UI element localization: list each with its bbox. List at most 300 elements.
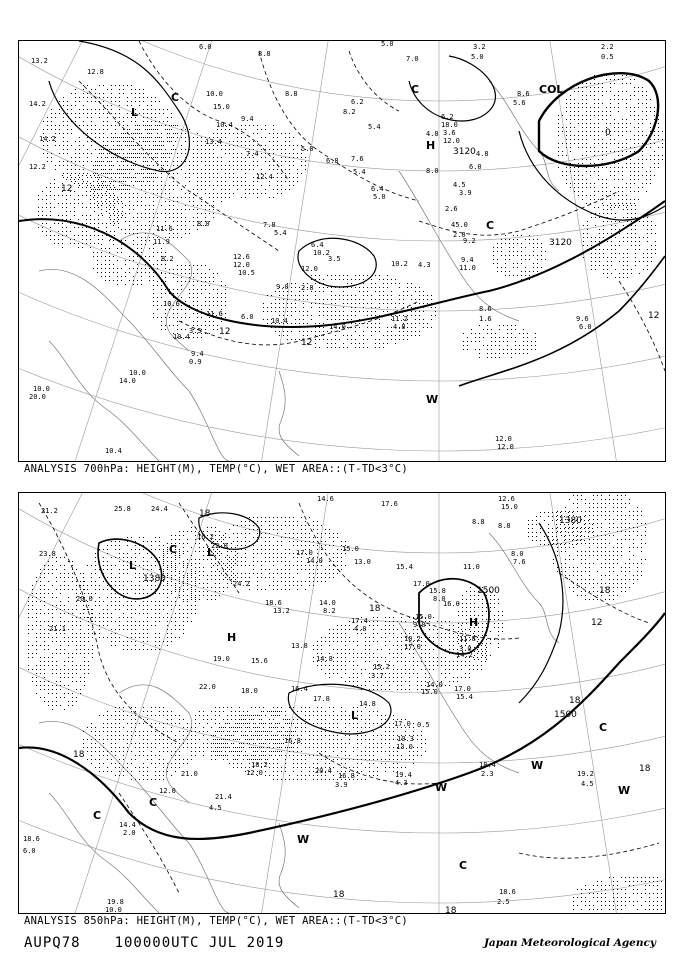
stipple-dot bbox=[64, 661, 65, 662]
stipple-dot bbox=[209, 181, 210, 182]
stipple-dot bbox=[109, 161, 110, 162]
stipple-dot bbox=[235, 563, 236, 564]
stipple-dot bbox=[123, 581, 124, 582]
stipple-dot bbox=[223, 563, 224, 564]
stipple-dot bbox=[193, 189, 194, 190]
stipple-dot bbox=[141, 284, 142, 285]
stipple-dot bbox=[159, 101, 160, 102]
stipple-dot bbox=[299, 299, 300, 300]
stipple-dot bbox=[407, 291, 408, 292]
stipple-dot bbox=[289, 521, 290, 522]
stipple-dot bbox=[60, 565, 61, 566]
stipple-dot bbox=[291, 331, 292, 332]
stipple-dot bbox=[253, 141, 254, 142]
stipple-dot bbox=[273, 161, 274, 162]
stipple-dot bbox=[419, 299, 420, 300]
stipple-dot bbox=[165, 213, 166, 214]
stipple-dot bbox=[44, 673, 45, 674]
stipple-dot bbox=[171, 557, 172, 558]
stipple-dot bbox=[135, 649, 136, 650]
stipple-dot bbox=[586, 131, 587, 132]
stipple-dot bbox=[76, 625, 77, 626]
stipple-dot bbox=[599, 265, 600, 266]
stipple-dot bbox=[145, 129, 146, 130]
stipple-dot bbox=[623, 205, 624, 206]
stipple-dot bbox=[121, 280, 122, 281]
stipple-dot bbox=[622, 83, 623, 84]
stipple-dot bbox=[614, 95, 615, 96]
stipple-dot bbox=[145, 193, 146, 194]
stipple-dot bbox=[527, 353, 528, 354]
stipple-dot bbox=[371, 283, 372, 284]
stipple-dot bbox=[64, 605, 65, 606]
stipple-dot bbox=[80, 669, 81, 670]
stipple-dot bbox=[630, 107, 631, 108]
stipple-dot bbox=[183, 585, 184, 586]
stipple-dot bbox=[335, 339, 336, 340]
stipple-dot bbox=[139, 113, 140, 114]
stipple-dot bbox=[578, 187, 579, 188]
stipple-dot bbox=[501, 255, 502, 256]
stipple-dot bbox=[523, 333, 524, 334]
stipple-dot bbox=[517, 243, 518, 244]
stipple-dot bbox=[119, 581, 120, 582]
stipple-dot bbox=[293, 137, 294, 138]
stipple-dot bbox=[537, 243, 538, 244]
stipple-dot bbox=[62, 203, 63, 204]
stipple-dot bbox=[101, 169, 102, 170]
stipple-dot bbox=[623, 277, 624, 278]
stipple-dot bbox=[84, 685, 85, 686]
stipple-dot bbox=[529, 279, 530, 280]
station-value: 4.8 bbox=[476, 150, 489, 158]
stipple-dot bbox=[139, 549, 140, 550]
stipple-dot bbox=[595, 257, 596, 258]
stipple-dot bbox=[179, 553, 180, 554]
stipple-dot bbox=[145, 161, 146, 162]
stipple-dot bbox=[119, 181, 120, 182]
stipple-dot bbox=[191, 563, 192, 564]
stipple-dot bbox=[109, 256, 110, 257]
stipple-dot bbox=[94, 231, 95, 232]
stipple-dot bbox=[44, 657, 45, 658]
stipple-dot bbox=[630, 95, 631, 96]
stipple-dot bbox=[63, 177, 64, 178]
stipple-dot bbox=[431, 319, 432, 320]
stipple-dot bbox=[313, 521, 314, 522]
stipple-dot bbox=[331, 303, 332, 304]
station-value: 10.0 bbox=[206, 90, 223, 98]
stipple-dot bbox=[606, 143, 607, 144]
stipple-dot bbox=[135, 93, 136, 94]
stipple-dot bbox=[582, 195, 583, 196]
stipple-dot bbox=[121, 240, 122, 241]
stipple-dot bbox=[622, 99, 623, 100]
stipple-dot bbox=[602, 167, 603, 168]
stipple-dot bbox=[574, 183, 575, 184]
stipple-dot bbox=[129, 169, 130, 170]
stipple-dot bbox=[602, 83, 603, 84]
stipple-dot bbox=[155, 617, 156, 618]
stipple-dot bbox=[147, 637, 148, 638]
stipple-dot bbox=[167, 109, 168, 110]
stipple-dot bbox=[90, 191, 91, 192]
stipple-dot bbox=[171, 153, 172, 154]
stipple-dot bbox=[56, 669, 57, 670]
stipple-dot bbox=[315, 275, 316, 276]
stipple-dot bbox=[159, 593, 160, 594]
stipple-dot bbox=[305, 521, 306, 522]
stipple-dot bbox=[71, 165, 72, 166]
stipple-dot bbox=[40, 625, 41, 626]
stipple-dot bbox=[139, 137, 140, 138]
stipple-dot bbox=[586, 183, 587, 184]
stipple-dot bbox=[203, 567, 204, 568]
stipple-dot bbox=[56, 605, 57, 606]
stipple-dot bbox=[88, 625, 89, 626]
stipple-dot bbox=[169, 141, 170, 142]
stipple-dot bbox=[151, 137, 152, 138]
stipple-dot bbox=[47, 153, 48, 154]
stipple-dot bbox=[515, 341, 516, 342]
stipple-dot bbox=[147, 621, 148, 622]
stipple-dot bbox=[163, 565, 164, 566]
stipple-dot bbox=[201, 265, 202, 266]
stipple-dot bbox=[56, 689, 57, 690]
stipple-dot bbox=[139, 125, 140, 126]
stipple-dot bbox=[153, 280, 154, 281]
stipple-dot bbox=[52, 637, 53, 638]
stipple-dot bbox=[163, 157, 164, 158]
stipple-dot bbox=[127, 641, 128, 642]
stipple-dot bbox=[634, 79, 635, 80]
stipple-dot bbox=[157, 309, 158, 310]
stipple-dot bbox=[183, 563, 184, 564]
stipple-dot bbox=[614, 207, 615, 208]
stipple-dot bbox=[387, 287, 388, 288]
stipple-dot bbox=[111, 613, 112, 614]
stipple-dot bbox=[72, 613, 73, 614]
parallel-line bbox=[19, 41, 665, 241]
stipple-dot bbox=[511, 329, 512, 330]
stipple-dot bbox=[215, 555, 216, 556]
stipple-dot bbox=[171, 585, 172, 586]
stipple-dot bbox=[570, 103, 571, 104]
stipple-dot bbox=[101, 201, 102, 202]
stipple-dot bbox=[387, 299, 388, 300]
stipple-dot bbox=[275, 303, 276, 304]
stipple-dot bbox=[363, 299, 364, 300]
stipple-dot bbox=[591, 265, 592, 266]
stipple-dot bbox=[297, 177, 298, 178]
stipple-dot bbox=[647, 229, 648, 230]
stipple-dot bbox=[153, 129, 154, 130]
stipple-dot bbox=[197, 193, 198, 194]
stipple-dot bbox=[137, 217, 138, 218]
stipple-dot bbox=[129, 256, 130, 257]
stipple-dot bbox=[622, 75, 623, 76]
stipple-dot bbox=[183, 589, 184, 590]
stipple-dot bbox=[90, 175, 91, 176]
stipple-dot bbox=[335, 315, 336, 316]
stipple-dot bbox=[493, 251, 494, 252]
stipple-dot bbox=[590, 147, 591, 148]
stipple-dot bbox=[101, 213, 102, 214]
stipple-dot bbox=[165, 325, 166, 326]
stipple-dot bbox=[95, 129, 96, 130]
stipple-dot bbox=[95, 601, 96, 602]
stipple-dot bbox=[642, 91, 643, 92]
stipple-dot bbox=[371, 323, 372, 324]
stipple-dot bbox=[281, 173, 282, 174]
stipple-dot bbox=[145, 157, 146, 158]
stipple-dot bbox=[217, 273, 218, 274]
stipple-dot bbox=[143, 121, 144, 122]
stipple-dot bbox=[111, 641, 112, 642]
stipple-dot bbox=[147, 569, 148, 570]
stipple-dot bbox=[225, 285, 226, 286]
stipple-dot bbox=[111, 169, 112, 170]
stipple-dot bbox=[175, 539, 176, 540]
stipple-dot bbox=[56, 697, 57, 698]
stipple-dot bbox=[411, 299, 412, 300]
stipple-dot bbox=[131, 549, 132, 550]
stipple-dot bbox=[163, 593, 164, 594]
stipple-dot bbox=[263, 307, 264, 308]
stipple-dot bbox=[541, 243, 542, 244]
stipple-dot bbox=[51, 157, 52, 158]
stipple-dot bbox=[76, 673, 77, 674]
stipple-dot bbox=[205, 217, 206, 218]
stipple-dot bbox=[658, 123, 659, 124]
stipple-dot bbox=[491, 333, 492, 334]
stipple-dot bbox=[533, 243, 534, 244]
stipple-dot bbox=[646, 107, 647, 108]
stipple-dot bbox=[602, 159, 603, 160]
stipple-dot bbox=[48, 689, 49, 690]
stipple-dot bbox=[403, 295, 404, 296]
stipple-dot bbox=[88, 621, 89, 622]
stipple-dot bbox=[287, 291, 288, 292]
stipple-dot bbox=[586, 87, 587, 88]
stipple-dot bbox=[201, 289, 202, 290]
station-value: 2.2 bbox=[601, 43, 614, 51]
stipple-dot bbox=[630, 203, 631, 204]
stipple-dot bbox=[273, 197, 274, 198]
stipple-dot bbox=[105, 145, 106, 146]
stipple-dot bbox=[79, 113, 80, 114]
stipple-dot bbox=[275, 331, 276, 332]
stipple-dot bbox=[135, 125, 136, 126]
stipple-dot bbox=[44, 669, 45, 670]
stipple-dot bbox=[171, 633, 172, 634]
stipple-dot bbox=[618, 95, 619, 96]
stipple-dot bbox=[107, 613, 108, 614]
stipple-dot bbox=[235, 575, 236, 576]
stipple-dot bbox=[291, 315, 292, 316]
stipple-dot bbox=[114, 195, 115, 196]
station-value: 4.5 bbox=[453, 181, 466, 189]
stipple-dot bbox=[75, 141, 76, 142]
stipple-dot bbox=[602, 95, 603, 96]
stipple-dot bbox=[161, 252, 162, 253]
stipple-dot bbox=[245, 521, 246, 522]
stipple-dot bbox=[167, 621, 168, 622]
stipple-dot bbox=[537, 271, 538, 272]
stipple-dot bbox=[177, 173, 178, 174]
stipple-dot bbox=[82, 243, 83, 244]
stipple-dot bbox=[123, 153, 124, 154]
stipple-dot bbox=[215, 559, 216, 560]
stipple-dot bbox=[423, 299, 424, 300]
stipple-dot bbox=[123, 117, 124, 118]
stipple-dot bbox=[64, 573, 65, 574]
stipple-dot bbox=[141, 189, 142, 190]
stipple-dot bbox=[68, 577, 69, 578]
stipple-dot bbox=[291, 339, 292, 340]
stipple-dot bbox=[64, 709, 65, 710]
stipple-dot bbox=[121, 276, 122, 277]
stipple-dot bbox=[566, 131, 567, 132]
stipple-dot bbox=[141, 237, 142, 238]
stipple-dot bbox=[87, 149, 88, 150]
stipple-dot bbox=[60, 689, 61, 690]
stipple-dot bbox=[141, 181, 142, 182]
stipple-dot bbox=[137, 264, 138, 265]
station-value: 2.0 bbox=[453, 231, 466, 239]
pressure-system-w: W bbox=[426, 393, 439, 406]
stipple-dot bbox=[642, 95, 643, 96]
stipple-dot bbox=[201, 213, 202, 214]
stipple-dot bbox=[205, 193, 206, 194]
stipple-dot bbox=[578, 131, 579, 132]
stipple-dot bbox=[299, 339, 300, 340]
stipple-dot bbox=[167, 641, 168, 642]
stipple-dot bbox=[113, 256, 114, 257]
stipple-dot bbox=[115, 565, 116, 566]
stipple-dot bbox=[602, 115, 603, 116]
stipple-dot bbox=[111, 597, 112, 598]
stipple-dot bbox=[193, 173, 194, 174]
stipple-dot bbox=[511, 333, 512, 334]
stipple-dot bbox=[177, 229, 178, 230]
stipple-dot bbox=[40, 597, 41, 598]
stipple-dot bbox=[301, 517, 302, 518]
stipple-dot bbox=[167, 633, 168, 634]
stipple-dot bbox=[123, 569, 124, 570]
stipple-dot bbox=[86, 243, 87, 244]
stipple-dot bbox=[355, 343, 356, 344]
stipple-dot bbox=[570, 147, 571, 148]
stipple-dot bbox=[169, 185, 170, 186]
stipple-dot bbox=[56, 633, 57, 634]
stipple-dot bbox=[627, 209, 628, 210]
stipple-dot bbox=[219, 587, 220, 588]
stipple-dot bbox=[107, 157, 108, 158]
stipple-dot bbox=[99, 165, 100, 166]
stipple-dot bbox=[80, 589, 81, 590]
stipple-dot bbox=[115, 557, 116, 558]
stipple-dot bbox=[634, 115, 635, 116]
stipple-dot bbox=[197, 157, 198, 158]
stipple-dot bbox=[151, 105, 152, 106]
stipple-dot bbox=[471, 329, 472, 330]
stipple-dot bbox=[411, 315, 412, 316]
stipple-dot bbox=[125, 233, 126, 234]
stipple-dot bbox=[367, 275, 368, 276]
stipple-dot bbox=[181, 237, 182, 238]
stipple-dot bbox=[157, 297, 158, 298]
stipple-dot bbox=[67, 105, 68, 106]
stipple-dot bbox=[209, 305, 210, 306]
stipple-dot bbox=[574, 127, 575, 128]
stipple-dot bbox=[594, 147, 595, 148]
stipple-dot bbox=[257, 197, 258, 198]
stipple-dot bbox=[515, 353, 516, 354]
stipple-dot bbox=[90, 183, 91, 184]
stipple-dot bbox=[263, 311, 264, 312]
stipple-dot bbox=[233, 533, 234, 534]
stipple-dot bbox=[183, 543, 184, 544]
stipple-dot bbox=[111, 97, 112, 98]
stipple-dot bbox=[323, 291, 324, 292]
stipple-dot bbox=[171, 629, 172, 630]
stipple-dot bbox=[642, 123, 643, 124]
height-contour-line bbox=[519, 131, 665, 220]
stipple-dot bbox=[102, 187, 103, 188]
stipple-dot bbox=[147, 161, 148, 162]
stipple-dot bbox=[56, 557, 57, 558]
stipple-dot bbox=[614, 171, 615, 172]
stipple-dot bbox=[185, 225, 186, 226]
stipple-dot bbox=[261, 525, 262, 526]
stipple-dot bbox=[55, 133, 56, 134]
stipple-dot bbox=[171, 593, 172, 594]
stipple-dot bbox=[187, 573, 188, 574]
stipple-dot bbox=[111, 565, 112, 566]
parallel-line bbox=[19, 493, 665, 763]
stipple-dot bbox=[179, 581, 180, 582]
stipple-dot bbox=[175, 613, 176, 614]
stipple-dot bbox=[161, 205, 162, 206]
stipple-dot bbox=[175, 625, 176, 626]
stipple-dot bbox=[618, 155, 619, 156]
stipple-dot bbox=[167, 601, 168, 602]
stipple-dot bbox=[191, 609, 192, 610]
stipple-dot bbox=[566, 179, 567, 180]
stipple-dot bbox=[99, 637, 100, 638]
stipple-dot bbox=[127, 177, 128, 178]
stipple-dot bbox=[127, 617, 128, 618]
stipple-dot bbox=[135, 609, 136, 610]
stipple-dot bbox=[205, 149, 206, 150]
stipple-dot bbox=[119, 553, 120, 554]
stipple-dot bbox=[94, 223, 95, 224]
stipple-dot bbox=[147, 97, 148, 98]
stipple-dot bbox=[133, 268, 134, 269]
stipple-dot bbox=[51, 121, 52, 122]
stipple-dot bbox=[279, 315, 280, 316]
stipple-dot bbox=[169, 137, 170, 138]
stipple-dot bbox=[143, 649, 144, 650]
stipple-dot bbox=[147, 565, 148, 566]
stipple-dot bbox=[106, 199, 107, 200]
stipple-dot bbox=[375, 283, 376, 284]
stipple-dot bbox=[106, 195, 107, 196]
stipple-dot bbox=[343, 291, 344, 292]
stipple-dot bbox=[91, 133, 92, 134]
stipple-dot bbox=[50, 211, 51, 212]
